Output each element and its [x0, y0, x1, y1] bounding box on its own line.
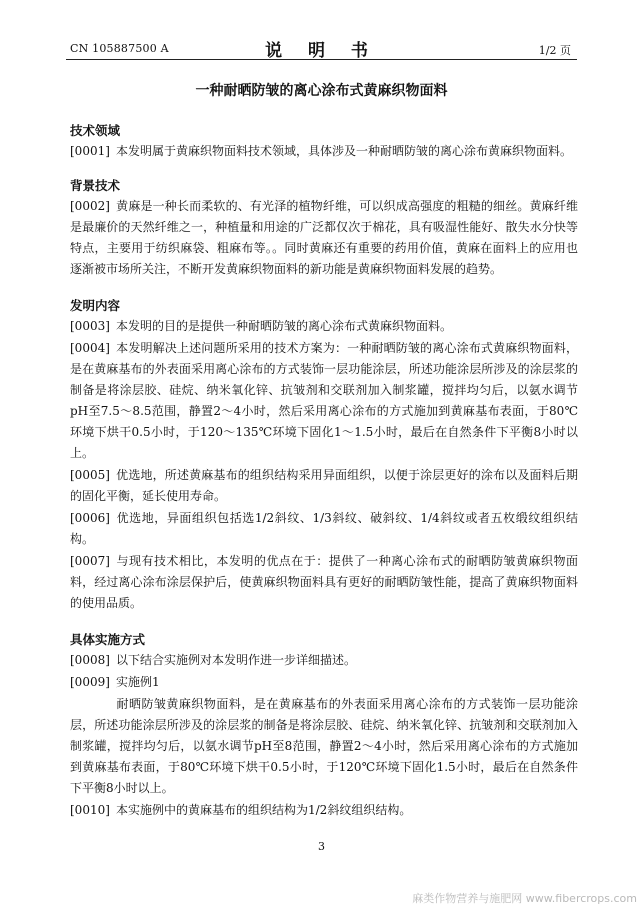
paragraph	[70, 800, 578, 821]
paragraph	[70, 465, 578, 507]
paragraph-number: [0006]	[70, 511, 110, 525]
section-heading: 背景技术	[70, 178, 121, 193]
paragraph	[70, 672, 578, 693]
paragraph-text: 本发明的目的是提供一种耐晒防皱的离心涂布式黄麻织物面料。	[116, 319, 453, 333]
paragraph-number: [0002]	[70, 199, 110, 213]
paragraph-text: 本实施例中的黄麻基布的组织结构为1/2斜纹组织结构。	[116, 803, 412, 817]
section-heading: 发明内容	[70, 298, 121, 313]
patent-number: CN 105887500 A	[70, 42, 169, 55]
paragraph-number: [0003]	[70, 319, 110, 333]
paragraph-text: 本发明属于黄麻织物面料技术领域，具体涉及一种耐晒防皱的离心涂布黄麻织物面料。	[116, 144, 573, 158]
paragraph	[70, 196, 578, 280]
document-type: 说 明 书	[265, 41, 378, 61]
paragraph	[70, 508, 578, 550]
section-heading: 具体实施方式	[70, 632, 146, 647]
section-embodiments	[70, 629, 578, 821]
paragraph	[70, 316, 578, 337]
paragraph	[70, 551, 578, 614]
paragraph-text: 耐晒防皱黄麻织物面料，是在黄麻基布的外表面采用离心涂布的方式装饰一层功能涂层，所述功能涂层所涉及的涂层浆的制备是将涂层胶、硅烷、纳米氧化锌、抗皱剂和交联剂加入制浆罐，搅拌均匀后，以氨水调节pH至8范围，静置2～4小时，然后采用离心涂布的方式施加到黄麻基布表面，于80℃环境下烘干0.5小时，于120℃环境下固化1.5小时，最后在自然条件下平衡8小时以上。	[70, 697, 578, 795]
paragraph-number: [0009]	[70, 675, 110, 689]
paragraph	[70, 650, 578, 671]
section-technical-field	[70, 120, 578, 162]
paragraph-text: 实施例1	[116, 675, 160, 689]
paragraph-number: [0004]	[70, 341, 110, 355]
paragraph-text: 优选地，异面组织包括选1/2斜纹、1/3斜纹、破斜纹、1/4斜纹或者五枚缎纹组织结构。	[70, 511, 578, 546]
page-info: 1/2 页	[538, 44, 571, 57]
paragraph	[70, 141, 578, 162]
section-summary	[70, 295, 578, 614]
section-heading: 技术领域	[70, 123, 121, 138]
paragraph-text: 黄麻是一种长而柔软的、有光泽的植物纤维，可以织成高强度的粗糙的细丝。黄麻纤维是最廉价的天然纤维之一，种植量和用途的广泛都仅次于棉花，具有吸湿性能好、散失水分快等特点，主要用于纺织麻袋、粗麻布等。。同时黄麻还有重要的药用价值，黄麻在面料上的应用也逐渐被市场所关注，不断开发黄麻织物面料的新功能是黄麻织物面料发展的趋势。	[70, 199, 578, 276]
section-background	[70, 175, 578, 280]
paragraph-number: [0001]	[70, 144, 110, 158]
paragraph-number: [0005]	[70, 468, 110, 482]
document-body	[70, 120, 578, 822]
paragraph-number: [0010]	[70, 803, 110, 817]
paragraph-text: 以下结合实施例对本发明作进一步详细描述。	[116, 653, 357, 667]
header-divider	[66, 59, 577, 60]
watermark-text: 麻类作物营养与施肥网 www.fibercrops.com	[412, 892, 637, 905]
paragraph-text: 与现有技术相比，本发明的优点在于：提供了一种离心涂布式的耐晒防皱黄麻织物面料，经过离心涂布涂层保护后，使黄麻织物面料具有更好的耐晒防皱性能，提高了黄麻织物面料的使用品质。	[70, 554, 578, 610]
paragraph-number: [0008]	[70, 653, 110, 667]
paragraph-number: [0007]	[70, 554, 110, 568]
page-number: 3	[318, 840, 325, 853]
page-header	[0, 0, 643, 62]
paragraph-text: 本发明解决上述问题所采用的技术方案为：一种耐晒防皱的离心涂布式黄麻织物面料，是在黄麻基布的外表面采用离心涂布的方式装饰一层功能涂层，所述功能涂层所涉及的涂层浆的制备是将涂层胶、硅烷、纳米氧化锌、抗皱剂和交联剂加入制浆罐，搅拌均匀后，以氨水调节pH至7.5～8.5范围，静置2～4小时，然后采用离心涂布的方式施加到黄麻基布表面，于80℃环境下烘干0.5小时，于120～135℃环境下固化1～1.5小时，最后在自然条件下平衡8小时以上。	[70, 341, 578, 460]
paragraph	[70, 338, 578, 464]
document-title: 一种耐晒防皱的离心涂布式黄麻织物面料	[195, 83, 448, 99]
paragraph	[70, 694, 578, 799]
paragraph-text: 优选地，所述黄麻基布的组织结构采用异面组织，以便于涂层更好的涂布以及面料后期的固化平衡，延长使用寿命。	[70, 468, 578, 503]
